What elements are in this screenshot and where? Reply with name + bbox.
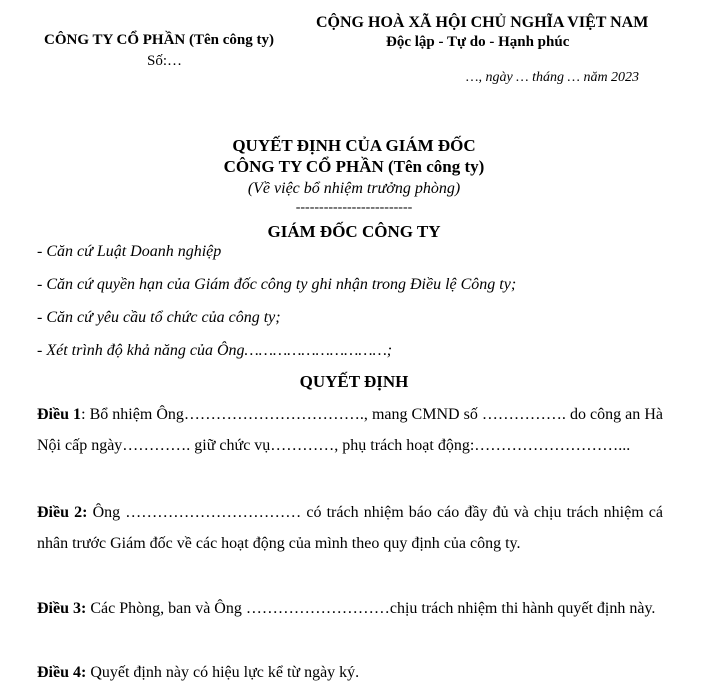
article-4: [37, 657, 663, 688]
title-separator: -------------------------: [295, 200, 413, 215]
basis-line-2: - Căn cứ quyền hạn của Giám đốc công ty ghi nhận trong Điều lệ Công ty;: [37, 276, 517, 293]
company-name: CÔNG TY CỔ PHẦN (Tên công ty): [44, 32, 274, 48]
basis-line-4: - Xét trình độ khả năng của Ông…………………………;: [37, 342, 393, 359]
article-4-text: Quyết định này có hiệu lực kể từ ngày ký.: [86, 664, 360, 681]
document-number: Số:…: [147, 53, 183, 69]
date-line: …, ngày … tháng … năm 2023: [466, 70, 640, 85]
article-2-label: Điều 2:: [37, 504, 88, 521]
decision-title: QUYẾT ĐỊNH CỦA GIÁM ĐỐC: [232, 136, 476, 155]
article-4-label: Điều 4:: [37, 664, 87, 681]
issuer-heading: GIÁM ĐỐC CÔNG TY: [267, 222, 441, 241]
article-1: [37, 399, 663, 461]
article-3-label: Điều 3:: [37, 600, 87, 617]
basis-line-1: - Căn cứ Luật Doanh nghiệp: [37, 243, 222, 260]
article-2-text: Ông …………………………… có trách nhiệm báo cáo đầy đủ và chịu trách nhiệm cá nhân trước Giám đốc về các hoạt động của mình theo quy định của công ty.: [37, 504, 663, 552]
article-3: [37, 593, 663, 624]
company-title: CÔNG TY CỔ PHẦN (Tên công ty): [223, 157, 485, 176]
basis-line-3: - Căn cứ yêu cầu tổ chức của công ty;: [37, 309, 281, 326]
decision-heading: QUYẾT ĐỊNH: [299, 372, 409, 391]
country-name: CỘNG HOÀ XÃ HỘI CHỦ NGHĨA VIỆT NAM: [316, 14, 649, 31]
article-2: [37, 497, 663, 559]
decision-subject: (Về việc bổ nhiệm trưởng phòng): [247, 180, 461, 197]
article-1-label: Điều 1: [37, 406, 82, 423]
article-3-text: Các Phòng, ban và Ông ………………………chịu trách nhiệm thi hành quyết định này.: [86, 600, 656, 617]
national-motto: Độc lập - Tự do - Hạnh phúc: [386, 34, 570, 50]
article-1-text: : Bổ nhiệm Ông……………………………., mang CMND số ……………. do công an Hà Nội cấp ngày…………. giữ chức vụ…………, phụ trách hoạt động:………………………...: [37, 406, 663, 454]
